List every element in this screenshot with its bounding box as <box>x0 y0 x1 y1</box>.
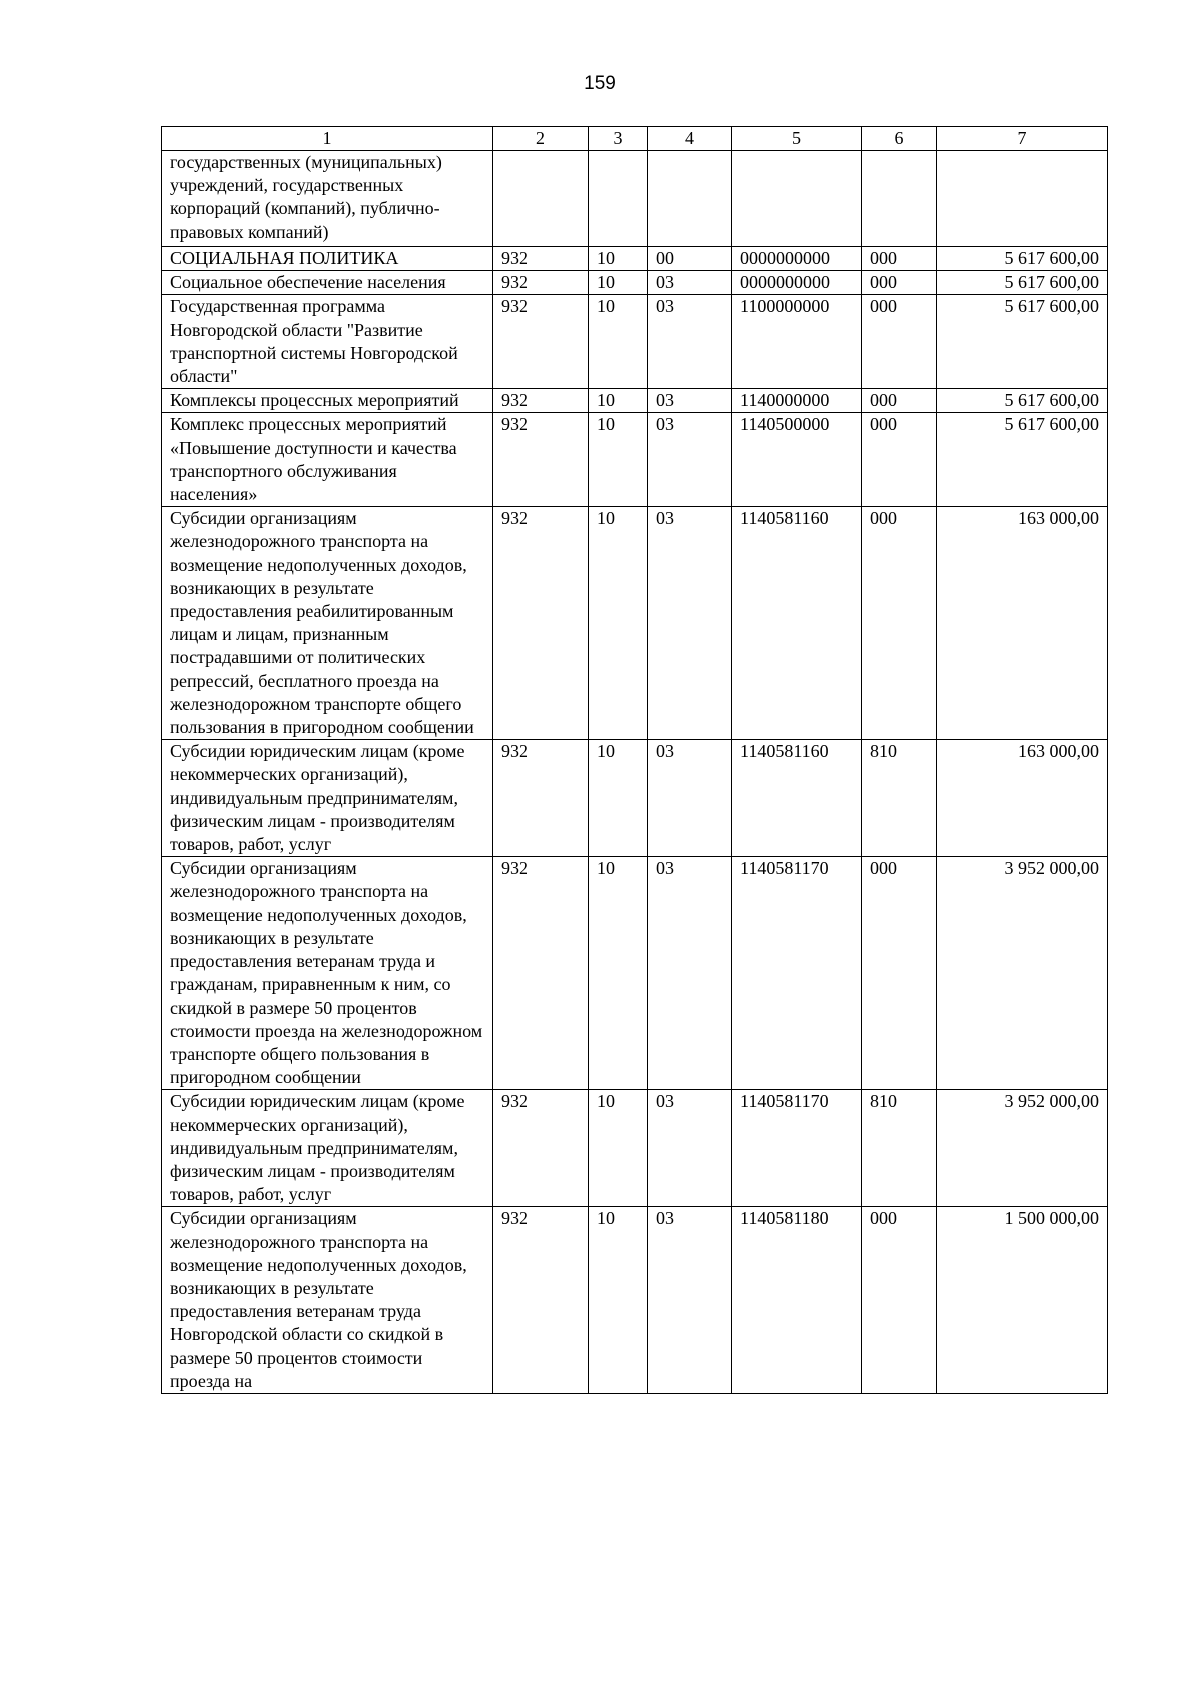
row-subsection-code: 03 <box>648 1090 732 1207</box>
row-amount: 5 617 600,00 <box>937 413 1108 507</box>
column-header-6: 6 <box>862 127 937 151</box>
row-subsection-code: 03 <box>648 857 732 1090</box>
row-name: Социальное обеспечение населения <box>162 271 493 295</box>
table-row <box>162 413 1108 507</box>
row-expense-type-code: 000 <box>862 1207 937 1394</box>
row-expense-type-code: 000 <box>862 389 937 413</box>
row-section-code: 10 <box>589 507 648 740</box>
row-subsection-code: 03 <box>648 271 732 295</box>
row-expense-type-code: 000 <box>862 857 937 1090</box>
row-expense-type-code: 810 <box>862 1090 937 1207</box>
continuation-row <box>162 151 1108 247</box>
row-target-article-code: 1140500000 <box>732 413 862 507</box>
column-header-5: 5 <box>732 127 862 151</box>
column-header-3: 3 <box>589 127 648 151</box>
table-row <box>162 1207 1108 1394</box>
row-section-code: 10 <box>589 1207 648 1394</box>
row-target-article-code: 1140581170 <box>732 1090 862 1207</box>
row-grbs-code: 932 <box>493 507 589 740</box>
row-target-article-code: 1100000000 <box>732 295 862 389</box>
page-number: 159 <box>584 73 616 94</box>
column-header-7: 7 <box>937 127 1108 151</box>
row-name: СОЦИАЛЬНАЯ ПОЛИТИКА <box>162 247 493 271</box>
empty-cell <box>862 151 937 247</box>
column-header-1: 1 <box>162 127 493 151</box>
row-section-code: 10 <box>589 413 648 507</box>
row-name: Субсидии юридическим лицам (кроме некоммерческих организаций), индивидуальным предпринимателям, физическим лицам - производителям товаров, работ, услуг <box>162 740 493 857</box>
row-name: Субсидии организациям железнодорожного транспорта на возмещение недополученных доходов, возникающих в результате предоставления ветеранам труда и гражданам, приравненным к ним, со скидкой в размере 50 процентов стоимости проезда на железнодорожном транспорте общего пользования в пригородном сообщении <box>162 857 493 1090</box>
row-grbs-code: 932 <box>493 413 589 507</box>
table-row <box>162 857 1108 1090</box>
row-grbs-code: 932 <box>493 740 589 857</box>
empty-cell <box>937 151 1108 247</box>
row-name: Комплекс процессных мероприятий «Повышение доступности и качества транспортного обслуживания населения» <box>162 413 493 507</box>
row-amount: 3 952 000,00 <box>937 857 1108 1090</box>
row-grbs-code: 932 <box>493 295 589 389</box>
row-amount: 1 500 000,00 <box>937 1207 1108 1394</box>
row-target-article-code: 1140581160 <box>732 740 862 857</box>
row-section-code: 10 <box>589 247 648 271</box>
row-section-code: 10 <box>589 389 648 413</box>
empty-cell <box>589 151 648 247</box>
table-row <box>162 247 1108 271</box>
table-row <box>162 507 1108 740</box>
budget-table <box>161 126 1108 1394</box>
row-subsection-code: 03 <box>648 1207 732 1394</box>
row-amount: 5 617 600,00 <box>937 247 1108 271</box>
row-grbs-code: 932 <box>493 857 589 1090</box>
row-section-code: 10 <box>589 740 648 857</box>
table-row <box>162 271 1108 295</box>
row-name: Субсидии организациям железнодорожного транспорта на возмещение недополученных доходов, возникающих в результате предоставления ветеранам труда Новгородской области со скидкой в размере 50 процентов стоимости проезда на <box>162 1207 493 1394</box>
row-expense-type-code: 000 <box>862 271 937 295</box>
row-subsection-code: 03 <box>648 740 732 857</box>
row-section-code: 10 <box>589 295 648 389</box>
row-expense-type-code: 000 <box>862 507 937 740</box>
row-subsection-code: 03 <box>648 295 732 389</box>
row-name: Субсидии юридическим лицам (кроме некоммерческих организаций), индивидуальным предпринимателям, физическим лицам - производителям товаров, работ, услуг <box>162 1090 493 1207</box>
row-section-code: 10 <box>589 857 648 1090</box>
header-row <box>162 127 1108 151</box>
row-grbs-code: 932 <box>493 247 589 271</box>
row-expense-type-code: 810 <box>862 740 937 857</box>
row-grbs-code: 932 <box>493 1207 589 1394</box>
empty-cell <box>732 151 862 247</box>
row-name: Субсидии организациям железнодорожного транспорта на возмещение недополученных доходов, возникающих в результате предоставления реабилитированным лицам и лицам, признанным пострадавшими от политических репрессий, бесплатного проезда на железнодорожном транспорте общего пользования в пригородном сообщении <box>162 507 493 740</box>
row-amount: 3 952 000,00 <box>937 1090 1108 1207</box>
row-target-article-code: 1140581180 <box>732 1207 862 1394</box>
table-row <box>162 295 1108 389</box>
row-subsection-code: 03 <box>648 507 732 740</box>
empty-cell <box>648 151 732 247</box>
row-amount: 163 000,00 <box>937 740 1108 857</box>
row-target-article-code: 1140581160 <box>732 507 862 740</box>
row-expense-type-code: 000 <box>862 247 937 271</box>
row-target-article-code: 1140000000 <box>732 389 862 413</box>
empty-cell <box>493 151 589 247</box>
column-header-2: 2 <box>493 127 589 151</box>
row-expense-type-code: 000 <box>862 295 937 389</box>
row-target-article-code: 0000000000 <box>732 247 862 271</box>
row-grbs-code: 932 <box>493 271 589 295</box>
row-name: Государственная программа Новгородской области "Развитие транспортной системы Новгородской области" <box>162 295 493 389</box>
row-subsection-code: 03 <box>648 413 732 507</box>
continuation-text: государственных (муниципальных) учреждений, государственных корпораций (компаний), публично-правовых компаний) <box>162 151 493 247</box>
row-subsection-code: 00 <box>648 247 732 271</box>
row-name: Комплексы процессных мероприятий <box>162 389 493 413</box>
row-grbs-code: 932 <box>493 389 589 413</box>
row-section-code: 10 <box>589 1090 648 1207</box>
column-header-4: 4 <box>648 127 732 151</box>
row-subsection-code: 03 <box>648 389 732 413</box>
table-row <box>162 389 1108 413</box>
row-grbs-code: 932 <box>493 1090 589 1207</box>
table-row <box>162 1090 1108 1207</box>
row-section-code: 10 <box>589 271 648 295</box>
table-row <box>162 740 1108 857</box>
row-amount: 5 617 600,00 <box>937 389 1108 413</box>
row-target-article-code: 1140581170 <box>732 857 862 1090</box>
row-amount: 5 617 600,00 <box>937 295 1108 389</box>
row-amount: 163 000,00 <box>937 507 1108 740</box>
row-expense-type-code: 000 <box>862 413 937 507</box>
row-amount: 5 617 600,00 <box>937 271 1108 295</box>
row-target-article-code: 0000000000 <box>732 271 862 295</box>
